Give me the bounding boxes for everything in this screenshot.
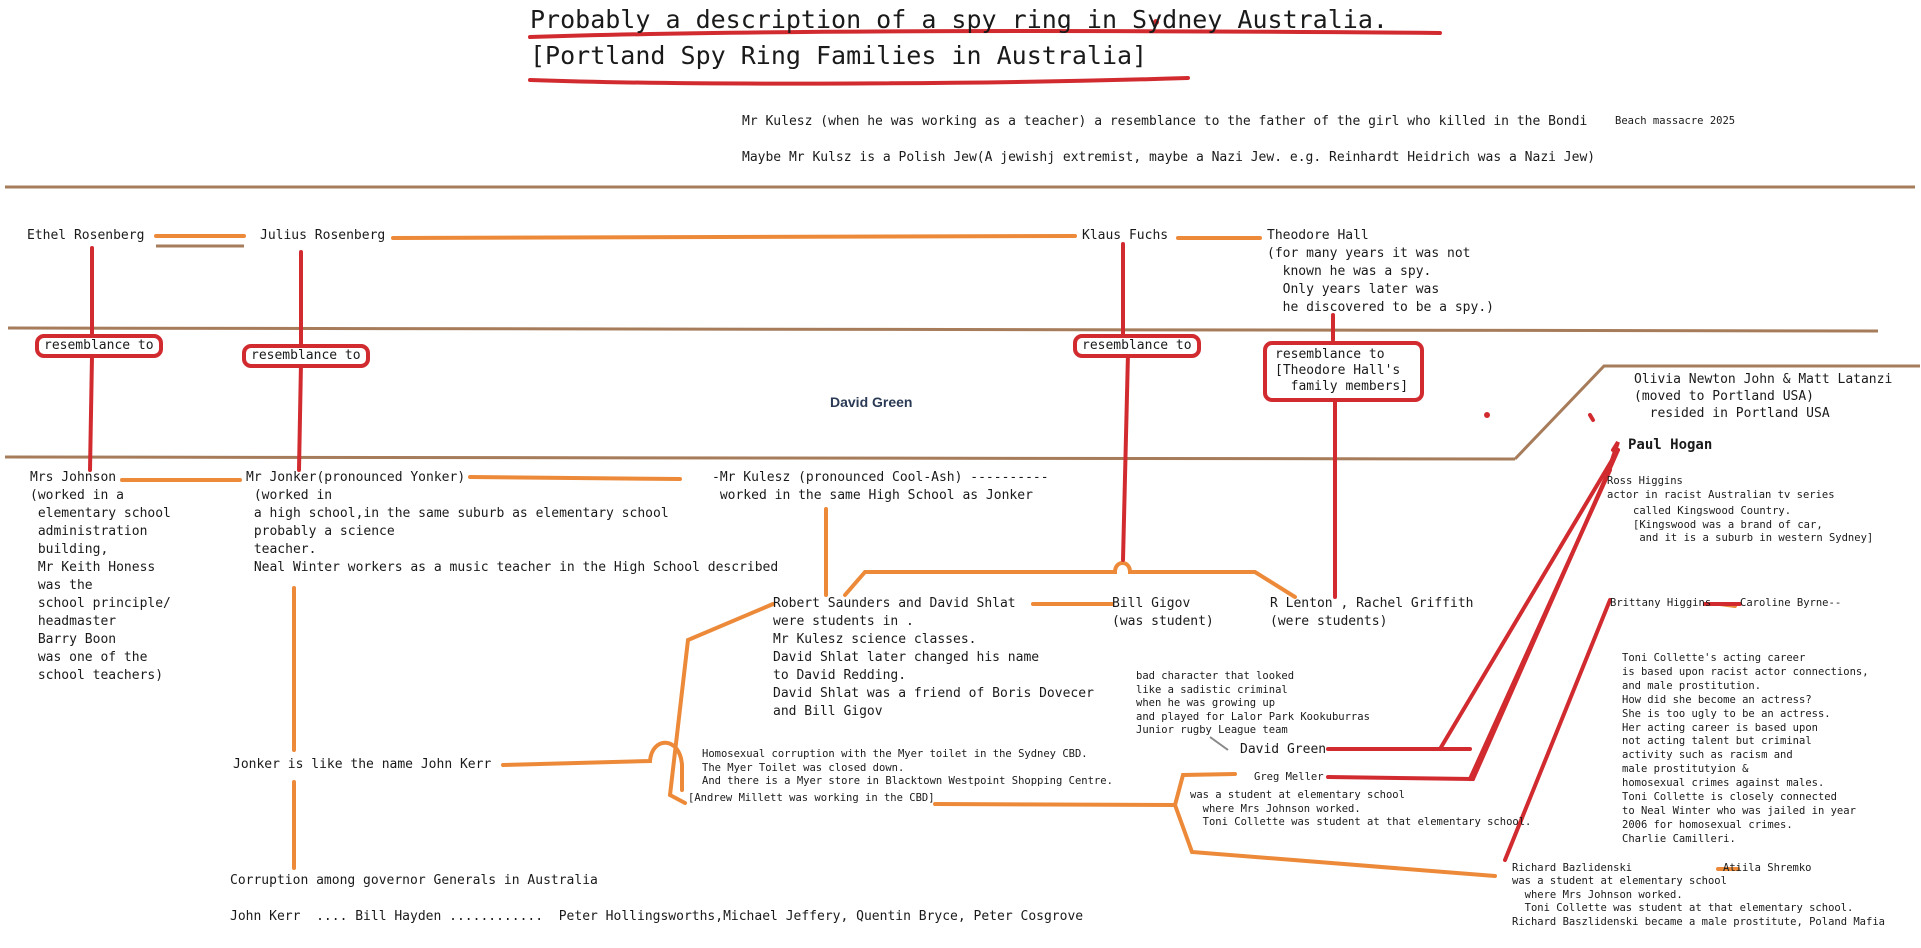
node-greg-meller: Greg Meller [1254, 771, 1324, 783]
node-david-green-center: David Green [830, 394, 913, 410]
bondi-suffix-note: Beach massacre 2025 [1615, 115, 1736, 127]
myer-toilet-note: Homosexual corruption with the Myer toilet in the Sydney CBD. The Myer Toilet was closed down. And there is a Myer store in Blacktown Westpoint Shopping Centre. [702, 748, 1113, 787]
node-theodore-hall: Theodore Hall [1267, 228, 1369, 243]
resemblance-box-ethel: resemblance to [35, 334, 163, 358]
node-mr-jonker: Mr Jonker(pronounced Yonker) (worked in a high school,in the same suburb as elementary school probably a science teacher. Neal Winter workers as a music teacher in the High School described [246, 470, 779, 575]
grey-pointer [1210, 737, 1228, 750]
node-david-green-lower: David Green [1240, 742, 1327, 757]
node-caroline-byrne: Caroline Byrne-- [1740, 597, 1842, 609]
node-paul-hogan: Paul Hogan [1628, 437, 1713, 453]
richard-student-note: was a student at elementary school where Mrs Johnson worked. Toni Collette was student at that elementary school. Richard Baszlidenski became a male prostitute, Poland Mafia [1512, 875, 1885, 928]
node-mr-kulesz: -Mr Kulesz (pronounced Cool-Ash) ---------- worked in the same High School as Jonker [712, 470, 1049, 503]
resemblance-box-klaus: resemblance to [1073, 334, 1201, 358]
red-dot [1484, 412, 1490, 418]
node-ethel-rosenberg: Ethel Rosenberg [27, 228, 145, 243]
node-richard-bazlidenski: Richard Bazlidenski [1512, 862, 1633, 874]
governor-generals-list: John Kerr .... Bill Hayden ............ Peter Hollingsworths,Michael Jeffery, Quentin Bryce, Peter Cosgrove [230, 909, 1084, 924]
kulesz-resemblance-note: Mr Kulesz (when he was working as a teacher) a resemblance to the father of the girl who killed in the Bondi [742, 114, 1588, 129]
node-klaus-fuchs: Klaus Fuchs [1082, 228, 1169, 243]
theodore-hall-note: (for many years it was not known he was a spy. Only years later was he discovered to be a spy.) [1267, 246, 1494, 315]
bad-character-note: bad character that looked like a sadistic criminal when he was growing up and played for Lalor Park Kookuburras Junior rugby League team [1136, 670, 1370, 736]
kulsz-polish-note: Maybe Mr Kulsz is a Polish Jew(A jewishj extremist, maybe a Nazi Jew. e.g. Reinhardt Heidrich was a Nazi Jew) [742, 150, 1596, 165]
jonker-john-kerr-note: Jonker is like the name John Kerr [233, 757, 492, 772]
node-ross-higgins: Ross Higgins actor in racist Australian tv series [1607, 475, 1835, 501]
diagram-title-line1: Probably a description of a spy ring in Sydney Australia. [530, 5, 1388, 34]
resemblance-box-julius: resemblance to [242, 344, 370, 368]
andrew-millett-note: [Andrew Millett was working in the CBD] [688, 792, 935, 804]
node-olivia-newton-john: Olivia Newton John & Matt Latanzi (moved to Portland USA) resided in Portland USA [1634, 372, 1893, 421]
node-bill-gigov: Bill Gigov (was student) [1112, 596, 1214, 629]
diagram-title-line2: [Portland Spy Ring Families in Australia] [530, 41, 1148, 70]
kingswood-note: called Kingswood Country. [Kingswood was a brand of car, and it is a suburb in western Sydney] [1633, 505, 1874, 544]
toni-collette-note: Toni Collette's acting career is based upon racist actor connections, and male prostitution. How did she become an actress? She is too ugly to be an actress. Her acting career is based upon not acting talent but criminal activity such as racism and male prostitutyion & homosexual crimes against males. Toni Collette is closely connected to Neal Winter who was jailed in year 2006 for homosexual crimes. Charlie Camilleri. [1622, 652, 1869, 845]
node-julius-rosenberg: Julius Rosenberg [260, 228, 386, 243]
governor-generals-heading: Corruption among governor Generals in Australia [230, 873, 598, 888]
student-note-greg: was a student at elementary school where Mrs Johnson worked. Toni Collette was student at that elementary school. [1190, 789, 1532, 828]
node-mrs-johnson: Mrs Johnson (worked in a elementary school administration building, Mr Keith Honess was the school principle/ headmaster Barry Boon was one of the school teachers) [30, 470, 171, 683]
node-r-lenton-rachel-griffith: R Lenton , Rachel Griffith (were students) [1270, 596, 1474, 629]
resemblance-box-theodore: resemblance to [Theodore Hall's family members] [1263, 341, 1424, 402]
node-atiila-shremko: Atiila Shremko [1723, 862, 1812, 874]
node-brittany-higgins: Brittany Higgins [1610, 597, 1712, 609]
node-robert-saunders-david-shlat: Robert Saunders and David Shlat were students in . Mr Kulesz science classes. David Shlat later changed his name to David Redding. David Shlat was a friend of Boris Dovecer and Bill Gigov [773, 596, 1094, 719]
